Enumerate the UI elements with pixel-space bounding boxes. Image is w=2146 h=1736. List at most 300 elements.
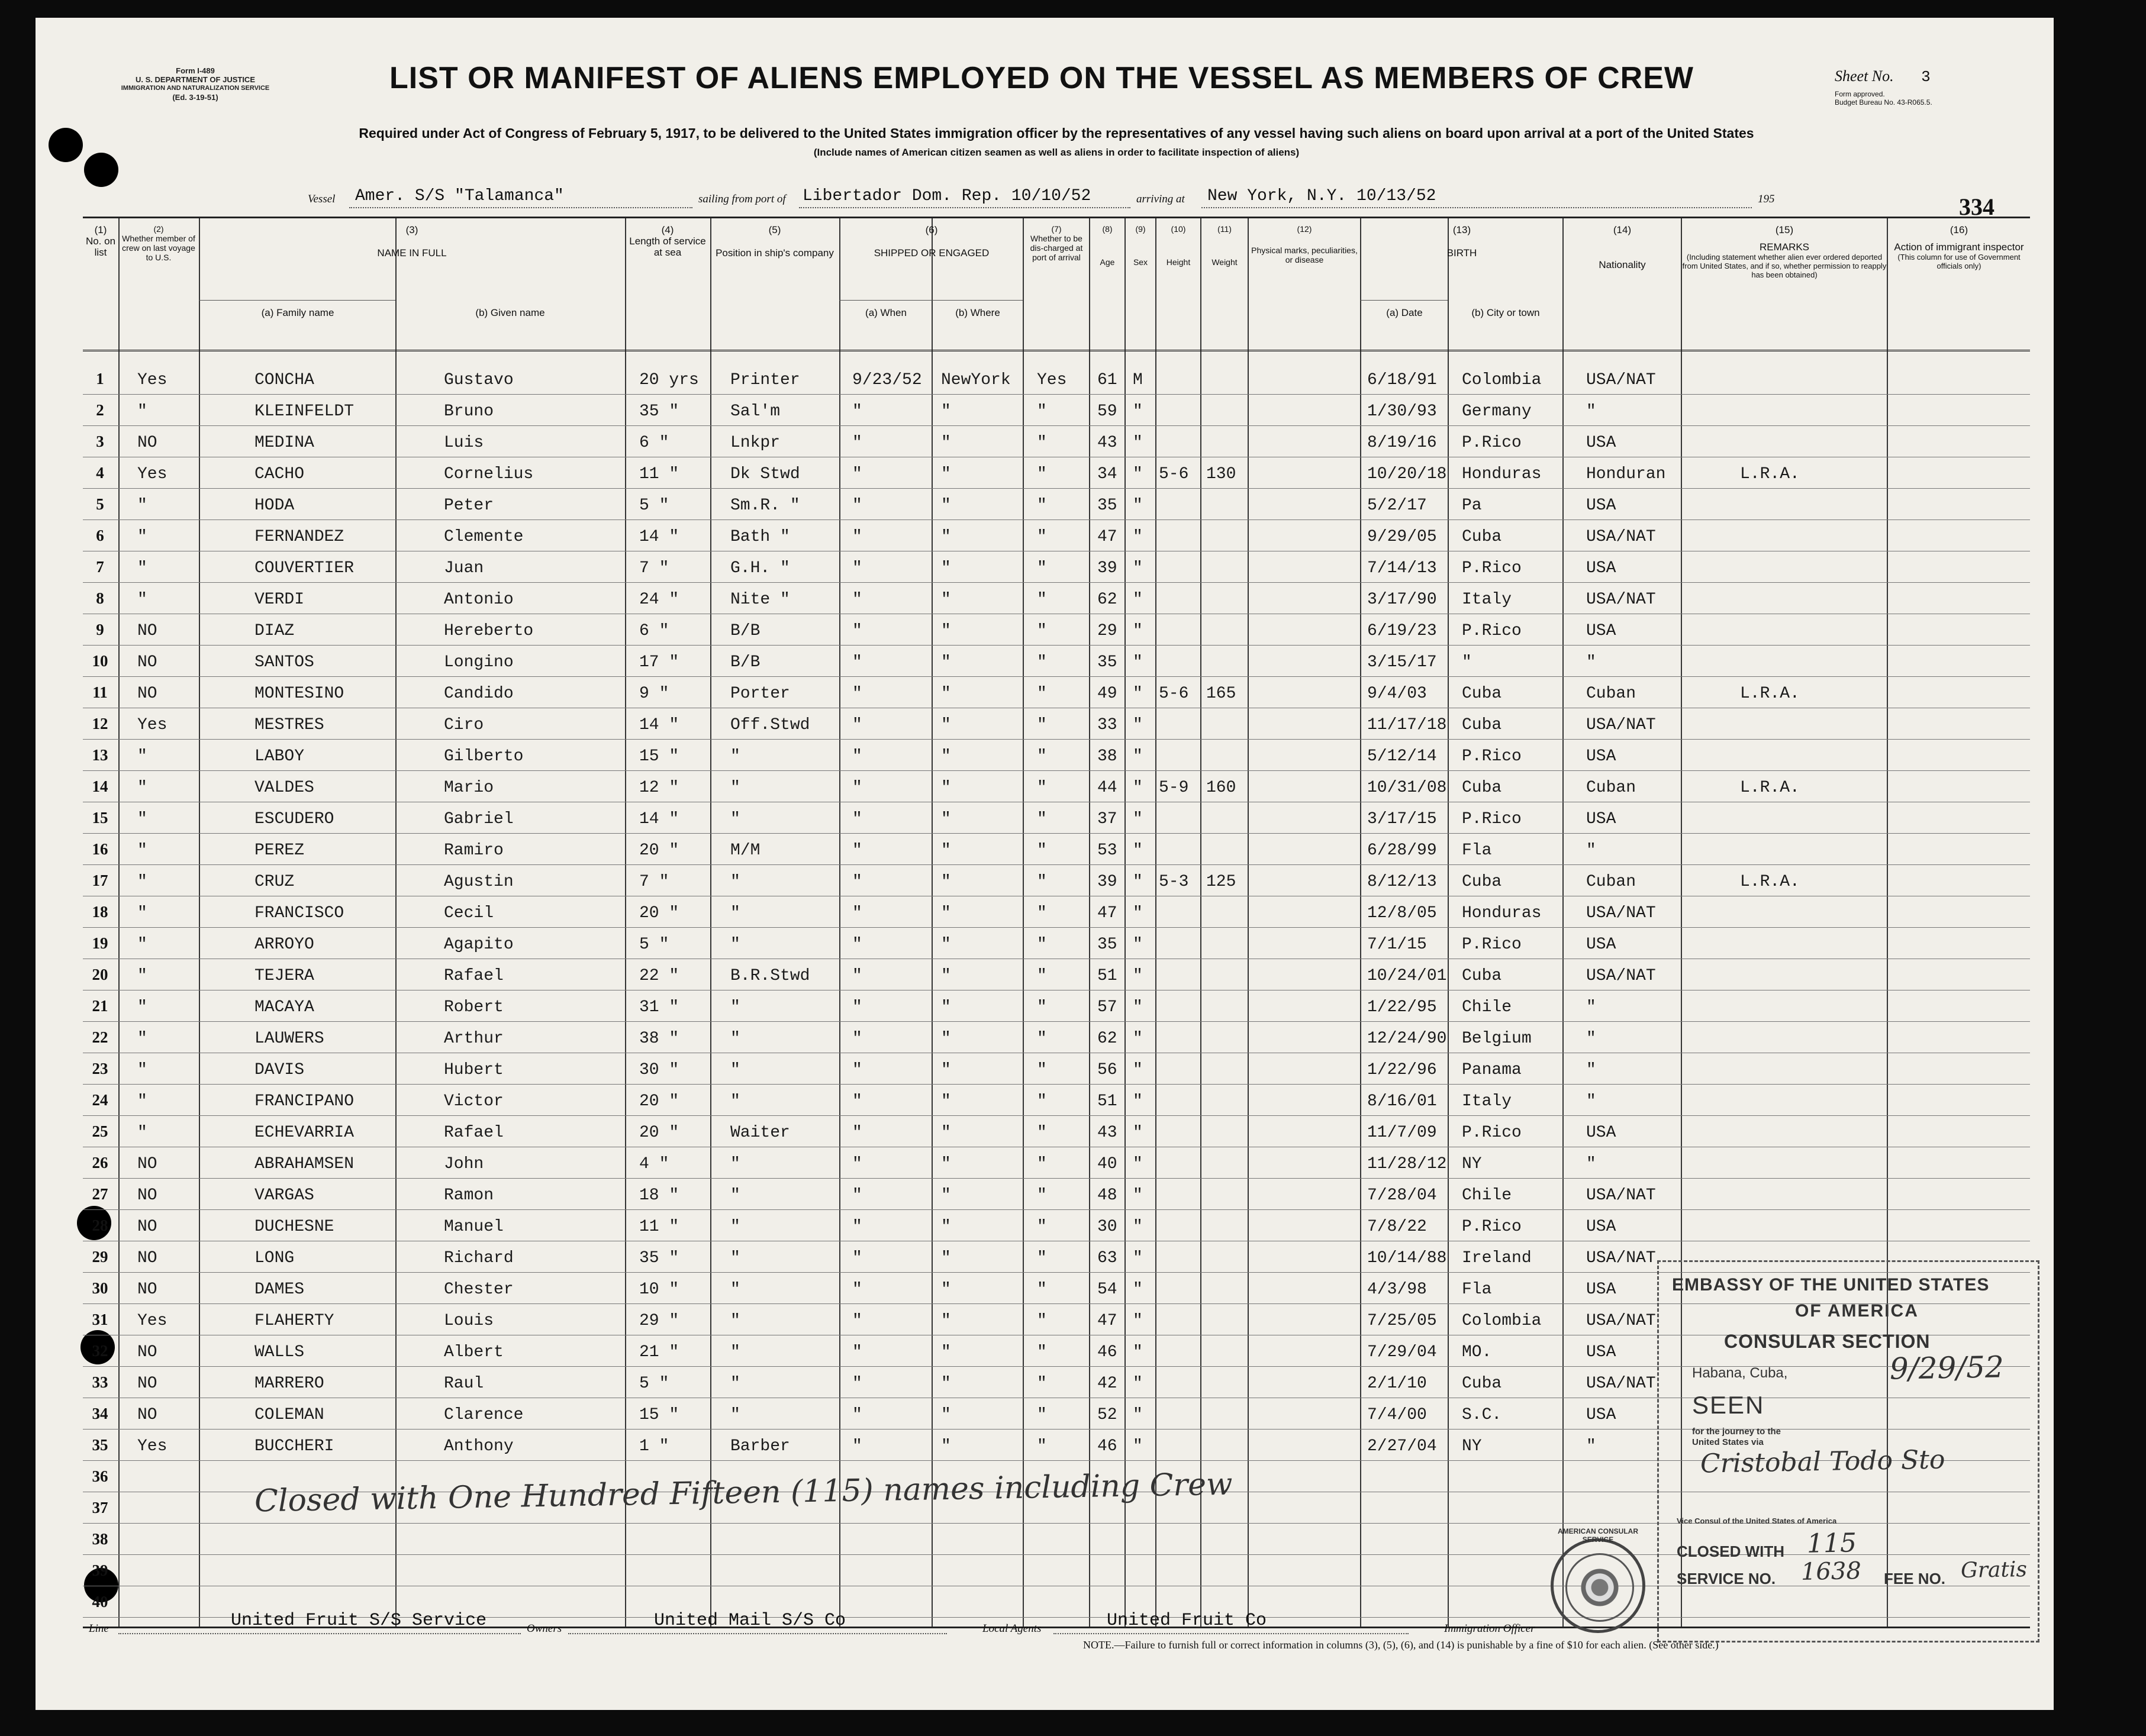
- stamp-date: 9/29/52: [1889, 1350, 2005, 1386]
- vessel-name: Amer. S/S "Talamanca": [355, 187, 564, 205]
- cell-age: 37: [1097, 810, 1117, 828]
- cell-nat: USA/NAT: [1586, 1312, 1656, 1330]
- form-number: Form I-489: [176, 66, 215, 75]
- cell-sex: ": [1133, 810, 1143, 828]
- cell-sex: ": [1133, 465, 1143, 483]
- col-header-sex: [1126, 224, 1155, 267]
- cell-fam: ABRAHAMSEN: [254, 1155, 355, 1173]
- cell-giv: Clemente: [444, 528, 524, 546]
- cell-age: 53: [1097, 841, 1117, 860]
- cell-when: ": [852, 496, 862, 515]
- cell-dis: ": [1037, 1124, 1047, 1142]
- row-number: 22: [92, 1028, 108, 1046]
- cell-where: ": [941, 810, 951, 828]
- cell-bcity: Chile: [1462, 998, 1512, 1017]
- cell-giv: Cornelius: [444, 465, 534, 483]
- row-number: 6: [96, 527, 104, 544]
- cell-dis: ": [1037, 1280, 1047, 1299]
- cell-sex: ": [1133, 1280, 1143, 1299]
- owners-label: Owners: [527, 1622, 562, 1635]
- cell-bcity: NY: [1462, 1155, 1482, 1173]
- cell-dis: ": [1037, 779, 1047, 797]
- cell-age: 56: [1097, 1061, 1117, 1079]
- row-number: 30: [92, 1279, 108, 1297]
- cell-bcity: S.C.: [1462, 1406, 1502, 1424]
- col-label: Weight: [1211, 257, 1238, 267]
- cell-when: ": [852, 1249, 862, 1267]
- cell-prev: Yes: [137, 716, 167, 734]
- row-number: 1: [96, 370, 104, 388]
- cell-nat: USA/NAT: [1586, 1249, 1656, 1267]
- cell-fam: MEDINA: [254, 434, 314, 452]
- cell-pos: ": [730, 1406, 740, 1424]
- cell-fam: FERNANDEZ: [254, 528, 344, 546]
- stamp-consular-section: CONSULAR SECTION: [1724, 1331, 1931, 1352]
- cell-bdate: 7/28/04: [1367, 1186, 1437, 1205]
- col-number: (2): [153, 224, 164, 234]
- cell-sex: ": [1133, 1374, 1143, 1393]
- col-header-physical-marks: [1249, 224, 1360, 264]
- col-number: (4): [661, 224, 674, 235]
- cell-fam: ECHEVARRIA: [254, 1124, 355, 1142]
- cell-dis: ": [1037, 967, 1047, 985]
- col-header-birth-city: (b) City or town: [1471, 307, 1540, 318]
- col-label: Whether to be dis-charged at port of arrival: [1030, 234, 1083, 262]
- cell-where: ": [941, 1249, 951, 1267]
- col-label: Age: [1100, 257, 1115, 267]
- sailing-from: Libertador Dom. Rep. 10/10/52: [803, 187, 1091, 205]
- cell-len: 30 ": [639, 1061, 679, 1079]
- cell-sex: ": [1133, 998, 1143, 1017]
- cell-fam: DUCHESNE: [254, 1218, 334, 1236]
- cell-pos: ": [730, 1218, 740, 1236]
- row-number: 15: [92, 809, 108, 827]
- col-number: (10): [1171, 224, 1186, 234]
- cell-when: ": [852, 1406, 862, 1424]
- cell-prev: ": [137, 1092, 147, 1111]
- cell-pos: B/B: [730, 653, 761, 672]
- cell-bcity: Cuba: [1462, 779, 1502, 797]
- cell-where: ": [941, 1312, 951, 1330]
- cell-nat: USA/NAT: [1586, 716, 1656, 734]
- cell-nat: USA/NAT: [1586, 1186, 1656, 1205]
- cell-where: ": [941, 528, 951, 546]
- col-header-given-name: (b) Given name: [475, 307, 545, 318]
- col-label: Length of service at sea: [629, 235, 706, 258]
- row-number: 28: [92, 1217, 108, 1234]
- cell-bdate: 8/19/16: [1367, 434, 1437, 452]
- cell-pos: Porter: [730, 685, 790, 703]
- cell-dis: ": [1037, 1155, 1047, 1173]
- cell-ht: 5-9: [1159, 779, 1189, 797]
- cell-pos: ": [730, 904, 740, 922]
- cell-prev: ": [137, 998, 147, 1017]
- col-header-remarks: [1682, 224, 1887, 279]
- page-number: 334: [1959, 193, 1994, 220]
- col-number: (1): [94, 224, 107, 235]
- cell-bcity: Panama: [1462, 1061, 1522, 1079]
- cell-nat: USA/NAT: [1586, 904, 1656, 922]
- cell-len: 14 ": [639, 810, 679, 828]
- cell-dis: ": [1037, 810, 1047, 828]
- cell-where: ": [941, 716, 951, 734]
- row-number: 21: [92, 997, 108, 1015]
- row-number: 7: [96, 558, 104, 576]
- cell-giv: Rafael: [444, 967, 504, 985]
- cell-giv: Candido: [444, 685, 514, 703]
- cell-prev: NO: [137, 1249, 157, 1267]
- cell-age: 57: [1097, 998, 1117, 1017]
- col-header-inspector: [1888, 224, 2030, 270]
- col-header-birth: [1361, 224, 1562, 259]
- cell-where: NewYork: [941, 371, 1011, 389]
- col-number: (9): [1135, 224, 1146, 234]
- cell-sex: ": [1133, 496, 1143, 515]
- cell-when: ": [852, 528, 862, 546]
- cell-when: ": [852, 434, 862, 452]
- cell-pos: ": [730, 1280, 740, 1299]
- cell-prev: ": [137, 779, 147, 797]
- col-label: SHIPPED OR ENGAGED: [874, 247, 990, 259]
- cell-sex: M: [1133, 371, 1143, 389]
- sailing-label: sailing from port of: [698, 193, 786, 205]
- cell-len: 21 ": [639, 1343, 679, 1361]
- cell-dis: ": [1037, 998, 1047, 1017]
- sheet-number-label: Sheet No.: [1835, 67, 1894, 85]
- cell-len: 5 ": [639, 1374, 669, 1393]
- cell-where: ": [941, 496, 951, 515]
- cell-len: 18 ": [639, 1186, 679, 1205]
- arriving-label: arriving at: [1136, 193, 1185, 205]
- cell-age: 48: [1097, 1186, 1117, 1205]
- cell-when: ": [852, 1092, 862, 1111]
- cell-prev: Yes: [137, 1437, 167, 1456]
- form-approved: [1835, 90, 1932, 107]
- cell-where: ": [941, 1343, 951, 1361]
- cell-bcity: Cuba: [1462, 1374, 1502, 1393]
- cell-sex: ": [1133, 1030, 1143, 1048]
- page-title: LIST OR MANIFEST OF ALIENS EMPLOYED ON THE VESSEL AS MEMBERS OF CREW: [389, 61, 1694, 95]
- cell-bcity: Italy: [1462, 1092, 1512, 1111]
- cell-fam: MARRERO: [254, 1374, 324, 1393]
- immigration-officer-label: Immigration Officer: [1444, 1622, 1535, 1635]
- cell-len: 35 ": [639, 1249, 679, 1267]
- cell-bdate: 7/14/13: [1367, 559, 1437, 577]
- cell-nat: USA/NAT: [1586, 528, 1656, 546]
- cell-len: 12 ": [639, 779, 679, 797]
- embassy-stamp: [1657, 1260, 2039, 1643]
- cell-bdate: 11/17/18: [1367, 716, 1447, 734]
- cell-where: ": [941, 465, 951, 483]
- cell-nat: ": [1586, 1030, 1596, 1048]
- cell-where: ": [941, 591, 951, 609]
- cell-bdate: 11/28/12: [1367, 1155, 1447, 1173]
- cell-bdate: 3/15/17: [1367, 653, 1437, 672]
- cell-len: 5 ": [639, 935, 669, 954]
- cell-ht: 5-6: [1159, 685, 1189, 703]
- cell-nat: USA: [1586, 1343, 1616, 1361]
- cell-giv: Antonio: [444, 591, 514, 609]
- col-header-length: [626, 224, 709, 258]
- cell-age: 46: [1097, 1437, 1117, 1456]
- owners-value: United Mail S/S Co: [654, 1611, 846, 1631]
- col-sublabel: (Including statement whether alien ever ordered deported from United States, and if so, whether permission to reapply has been obtained): [1682, 253, 1887, 279]
- cell-dis: ": [1037, 653, 1047, 672]
- cell-prev: Yes: [137, 465, 167, 483]
- footer-note: NOTE.—Failure to furnish full or correct information in columns (3), (5), (6), and (14) is punishable by a fine of $10 for each alien. (See other side.): [1083, 1639, 1719, 1651]
- cell-rem: L.R.A.: [1740, 779, 1800, 797]
- cell-prev: NO: [137, 1186, 157, 1205]
- row-number: 16: [92, 840, 108, 858]
- cell-pos: ": [730, 747, 740, 766]
- cell-dis: ": [1037, 685, 1047, 703]
- cell-age: 33: [1097, 716, 1117, 734]
- cell-giv: Albert: [444, 1343, 504, 1361]
- cell-bdate: 7/8/22: [1367, 1218, 1427, 1236]
- vessel-label: Vessel: [308, 193, 336, 205]
- handwritten-closing-note: Closed with One Hundred Fifteen (115) names including Crew: [254, 1466, 1233, 1519]
- cell-sex: ": [1133, 653, 1143, 672]
- cell-giv: Bruno: [444, 402, 494, 421]
- col-header-birth-date: (a) Date: [1386, 307, 1423, 318]
- cell-len: 22 ": [639, 967, 679, 985]
- cell-where: ": [941, 841, 951, 860]
- cell-when: ": [852, 935, 862, 954]
- col-header-when: (a) When: [865, 307, 907, 318]
- cell-fam: HODA: [254, 496, 295, 515]
- cell-where: ": [941, 904, 951, 922]
- cell-prev: ": [137, 904, 147, 922]
- eagle-emblem-icon: [1565, 1553, 1634, 1622]
- cell-nat: ": [1586, 1092, 1596, 1111]
- cell-dis: ": [1037, 1186, 1047, 1205]
- cell-nat: ": [1586, 402, 1596, 421]
- col-label: Whether member of crew on last voyage to U.S.: [122, 234, 195, 262]
- cell-giv: Longino: [444, 653, 514, 672]
- col-header-age: [1090, 224, 1124, 267]
- department: U. S. DEPARTMENT OF JUSTICE: [136, 75, 255, 84]
- cell-when: ": [852, 1374, 862, 1393]
- stamp-fee-no-label: FEE NO.: [1884, 1570, 1946, 1587]
- cell-fam: ESCUDERO: [254, 810, 334, 828]
- cell-age: 47: [1097, 528, 1117, 546]
- cell-bcity: P.Rico: [1462, 747, 1522, 766]
- cell-prev: ": [137, 873, 147, 891]
- cell-dis: ": [1037, 1061, 1047, 1079]
- cell-giv: Cecil: [444, 904, 494, 922]
- row-number: 27: [92, 1185, 108, 1203]
- cell-pos: ": [730, 935, 740, 954]
- cell-giv: Arthur: [444, 1030, 504, 1048]
- cell-prev: NO: [137, 685, 157, 703]
- col-label: Physical marks, peculiarities, or disease: [1251, 246, 1358, 264]
- cell-len: 11 ": [639, 1218, 679, 1236]
- stamp-city: Habana, Cuba,: [1692, 1365, 1788, 1381]
- cell-len: 20 ": [639, 841, 679, 860]
- cell-bcity: Italy: [1462, 591, 1512, 609]
- cell-fam: CONCHA: [254, 371, 314, 389]
- cell-bdate: 2/27/04: [1367, 1437, 1437, 1456]
- col-header-previous: [120, 224, 198, 262]
- row-number: 36: [92, 1467, 108, 1485]
- stamp-journey: for the journey to the: [1692, 1427, 1781, 1437]
- cell-len: 1 ": [639, 1437, 669, 1456]
- row-number: 18: [92, 903, 108, 921]
- cell-giv: Chester: [444, 1280, 514, 1299]
- cell-when: ": [852, 1155, 862, 1173]
- cell-len: 6 ": [639, 622, 669, 640]
- row-number: 24: [92, 1091, 108, 1109]
- local-agents-value: United Fruit Co: [1107, 1611, 1267, 1631]
- cell-prev: Yes: [137, 1312, 167, 1330]
- cell-when: ": [852, 1280, 862, 1299]
- cell-pos: M/M: [730, 841, 761, 860]
- cell-len: 15 ": [639, 747, 679, 766]
- col-number: (3): [405, 224, 418, 235]
- cell-bdate: 10/14/88: [1367, 1249, 1447, 1267]
- cell-bcity: Colombia: [1462, 1312, 1542, 1330]
- cell-where: ": [941, 967, 951, 985]
- cell-dis: ": [1037, 716, 1047, 734]
- cell-prev: ": [137, 967, 147, 985]
- row-number: 10: [92, 652, 108, 670]
- col-label: No. on list: [85, 235, 116, 258]
- cell-len: 24 ": [639, 591, 679, 609]
- cell-bdate: 10/20/18: [1367, 465, 1447, 483]
- col-number: (7): [1051, 224, 1062, 234]
- sheet-number: [1835, 67, 1931, 86]
- row-number: 17: [92, 872, 108, 889]
- cell-age: 42: [1097, 1374, 1117, 1393]
- cell-bdate: 5/2/17: [1367, 496, 1427, 515]
- col-label: Nationality: [1599, 259, 1646, 270]
- cell-bdate: 4/3/98: [1367, 1280, 1427, 1299]
- consular-seal: [1551, 1527, 1645, 1633]
- cell-age: 30: [1097, 1218, 1117, 1236]
- cell-bcity: Cuba: [1462, 685, 1502, 703]
- cell-prev: ": [137, 1124, 147, 1142]
- cell-bcity: Fla: [1462, 841, 1492, 860]
- cell-len: 10 ": [639, 1280, 679, 1299]
- cell-when: ": [852, 1186, 862, 1205]
- cell-fam: COUVERTIER: [254, 559, 355, 577]
- cell-dis: ": [1037, 935, 1047, 954]
- cell-prev: ": [137, 1030, 147, 1048]
- cell-sex: ": [1133, 528, 1143, 546]
- cell-nat: USA: [1586, 1406, 1616, 1424]
- cell-fam: MACAYA: [254, 998, 314, 1017]
- cell-wt: 160: [1206, 779, 1236, 797]
- cell-sex: ": [1133, 1406, 1143, 1424]
- row-number: 32: [92, 1342, 108, 1360]
- col-number: (12): [1297, 224, 1312, 234]
- cell-giv: Hereberto: [444, 622, 534, 640]
- cell-len: 20 ": [639, 1092, 679, 1111]
- cell-sex: ": [1133, 1092, 1143, 1111]
- cell-sex: ": [1133, 779, 1143, 797]
- cell-fam: FRANCIPANO: [254, 1092, 355, 1111]
- cell-bdate: 7/4/00: [1367, 1406, 1427, 1424]
- punch-hole: [49, 128, 83, 162]
- cell-when: ": [852, 653, 862, 672]
- cell-age: 44: [1097, 779, 1117, 797]
- cell-sex: ": [1133, 747, 1143, 766]
- cell-prev: ": [137, 402, 147, 421]
- cell-bdate: 7/25/05: [1367, 1312, 1437, 1330]
- row-number: 34: [92, 1405, 108, 1422]
- col-number: (11): [1217, 224, 1232, 234]
- cell-dis: ": [1037, 841, 1047, 860]
- cell-dis: ": [1037, 559, 1047, 577]
- cell-prev: NO: [137, 1406, 157, 1424]
- cell-giv: Mario: [444, 779, 494, 797]
- cell-ht: 5-6: [1159, 465, 1189, 483]
- cell-bcity: Germany: [1462, 402, 1532, 421]
- cell-when: ": [852, 779, 862, 797]
- cell-where: ": [941, 1406, 951, 1424]
- cell-age: 35: [1097, 653, 1117, 672]
- stamp-america: OF AMERICA: [1795, 1301, 1919, 1321]
- cell-prev: ": [137, 841, 147, 860]
- cell-pos: Dk Stwd: [730, 465, 800, 483]
- cell-when: ": [852, 841, 862, 860]
- cell-when: ": [852, 591, 862, 609]
- cell-when: ": [852, 998, 862, 1017]
- cell-where: ": [941, 873, 951, 891]
- cell-where: ": [941, 1030, 951, 1048]
- cell-where: ": [941, 1280, 951, 1299]
- cell-prev: ": [137, 1061, 147, 1079]
- cell-where: ": [941, 998, 951, 1017]
- cell-where: ": [941, 935, 951, 954]
- row-number: 2: [96, 401, 104, 419]
- cell-bdate: 3/17/90: [1367, 591, 1437, 609]
- col-number: (15): [1775, 224, 1794, 235]
- cell-sex: ": [1133, 1186, 1143, 1205]
- cell-pos: Nite ": [730, 591, 790, 609]
- cell-nat: USA/NAT: [1586, 967, 1656, 985]
- cell-bdate: 11/7/09: [1367, 1124, 1437, 1142]
- cell-dis: ": [1037, 1437, 1047, 1456]
- cell-len: 20 ": [639, 904, 679, 922]
- col-label: REMARKS: [1759, 241, 1810, 253]
- cell-where: ": [941, 1124, 951, 1142]
- col-number: (16): [1950, 224, 1968, 235]
- cell-bdate: 3/17/15: [1367, 810, 1437, 828]
- cell-fam: MONTESINO: [254, 685, 344, 703]
- cell-nat: USA: [1586, 559, 1616, 577]
- cell-age: 39: [1097, 559, 1117, 577]
- cell-where: ": [941, 1092, 951, 1111]
- cell-fam: DAMES: [254, 1280, 305, 1299]
- col-label: Sex: [1133, 257, 1148, 267]
- cell-sex: ": [1133, 685, 1143, 703]
- cell-fam: KLEINFELDT: [254, 402, 355, 421]
- cell-prev: ": [137, 747, 147, 766]
- year-label: 195: [1758, 193, 1775, 205]
- cell-nat: Honduran: [1586, 465, 1666, 483]
- cell-bcity: Ireland: [1462, 1249, 1532, 1267]
- cell-len: 14 ": [639, 716, 679, 734]
- cell-bcity: Cuba: [1462, 873, 1502, 891]
- cell-dis: ": [1037, 1092, 1047, 1111]
- cell-bdate: 10/24/01: [1367, 967, 1447, 985]
- cell-bcity: P.Rico: [1462, 810, 1522, 828]
- cell-fam: DIAZ: [254, 622, 295, 640]
- cell-bcity: MO.: [1462, 1343, 1492, 1361]
- cell-age: 62: [1097, 1030, 1117, 1048]
- cell-rem: L.R.A.: [1740, 685, 1800, 703]
